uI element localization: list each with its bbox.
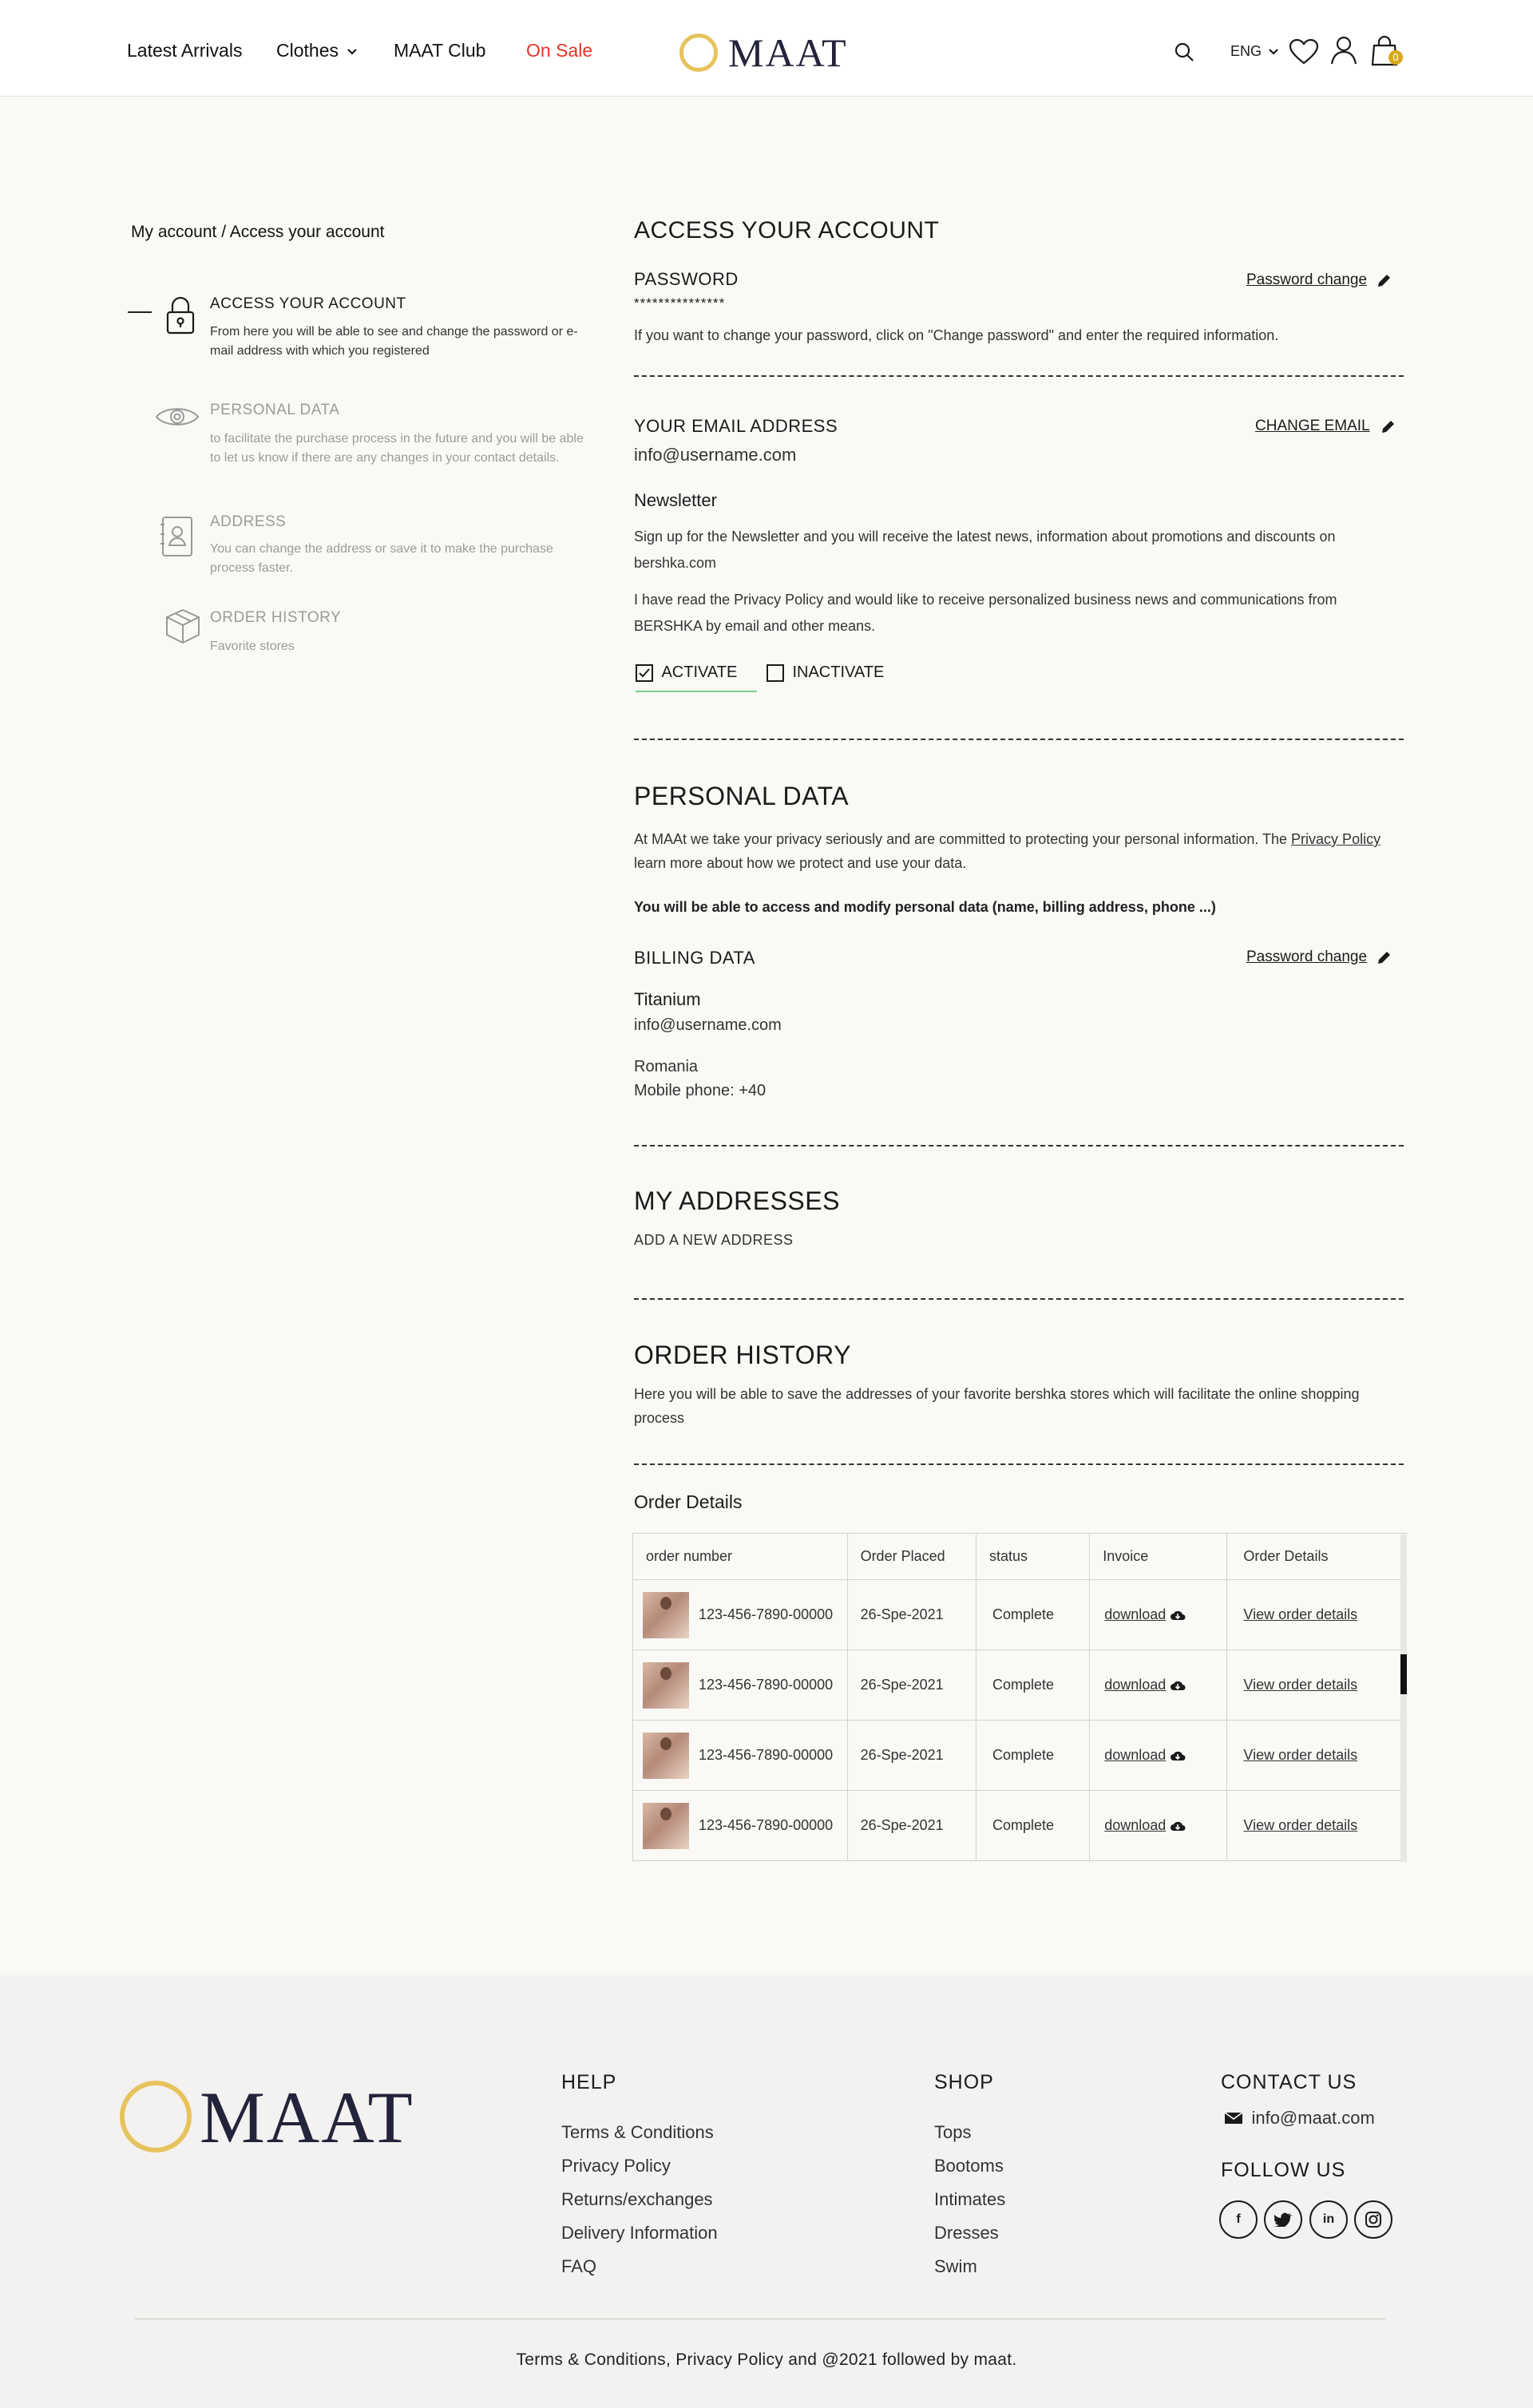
footer-logo-text: MAAT [200, 2077, 414, 2158]
billing-data-label: BILLING DATA [634, 948, 755, 968]
table-header-row [633, 1534, 1407, 1580]
order-date: 26-Spe-2021 [847, 1791, 976, 1861]
footer-link-tops[interactable]: Tops [934, 2122, 972, 2142]
divider [634, 375, 1404, 377]
envelope-icon [1224, 2111, 1243, 2125]
newsletter-consent-text: I have read the Privacy Policy and would like to receive personalized business news and communications from BERSHKA by email and other means. [634, 592, 1337, 634]
footer-link-swim[interactable]: Swim [934, 2256, 977, 2276]
activate-option[interactable] [636, 663, 737, 682]
billing-country: Romania [634, 1058, 699, 1075]
search-icon[interactable] [1174, 42, 1194, 62]
col-order-details: Order Details [1227, 1534, 1407, 1580]
order-status: Complete [976, 1721, 1090, 1791]
pencil-icon [1380, 419, 1396, 435]
newsletter-text: Sign up for the Newsletter and you will receive the latest news, information about promotions and discounts on bershka.com [634, 529, 1336, 571]
sidebar-item-title: ORDER HISTORY [210, 609, 342, 626]
view-details-label: View order details [1243, 1817, 1358, 1833]
col-invoice: Invoice [1090, 1534, 1227, 1580]
view-order-details-link[interactable] [1227, 1580, 1407, 1650]
lock-icon [164, 296, 196, 336]
sidebar-item-title: ADDRESS [210, 513, 287, 530]
billing-change-label: Password change [1246, 949, 1368, 965]
col-status: status [976, 1534, 1090, 1580]
download-label: download [1104, 1606, 1167, 1622]
order-status: Complete [976, 1791, 1090, 1861]
order-status: Complete [976, 1650, 1090, 1721]
cloud-download-icon [1170, 1609, 1186, 1622]
view-details-label: View order details [1243, 1606, 1358, 1622]
sidebar-item-desc: Favorite stores [210, 640, 295, 653]
view-details-label: View order details [1243, 1747, 1358, 1763]
email-label: YOUR EMAIL ADDRESS [634, 416, 838, 436]
page-title: ACCESS YOUR ACCOUNT [634, 217, 940, 244]
contact-card-icon [160, 515, 195, 558]
billing-change-link[interactable] [1246, 949, 1392, 966]
table-row [633, 1650, 1407, 1721]
footer-link-delivery[interactable]: Delivery Information [561, 2223, 718, 2243]
activate-label: ACTIVATE [661, 663, 738, 681]
order-date: 26-Spe-2021 [847, 1580, 976, 1650]
product-thumbnail [643, 1662, 689, 1709]
user-account-icon[interactable] [1330, 35, 1357, 65]
divider [634, 739, 1404, 740]
sidebar-item-desc: to facilitate the purchase process in the future and you will be able to let us know if there are any changes in your contact details. [210, 432, 584, 465]
sidebar-item-order-history[interactable] [152, 604, 591, 668]
sidebar-item-access-account[interactable] [152, 291, 591, 371]
nav-maat-club[interactable]: MAAT Club [394, 40, 486, 61]
billing-email: info@username.com [634, 1016, 782, 1034]
footer-link-privacy[interactable]: Privacy Policy [561, 2156, 671, 2176]
box-icon [164, 608, 201, 646]
my-addresses-title: MY ADDRESSES [634, 1186, 840, 1215]
invoice-download[interactable] [1090, 1580, 1227, 1650]
twitter-icon[interactable] [1264, 2200, 1302, 2239]
view-order-details-link[interactable] [1227, 1650, 1407, 1721]
order-number: 123-456-7890-00000 [699, 1816, 834, 1833]
password-hint: If you want to change your password, click on "Change password" and enter the required information. [634, 327, 1279, 343]
change-email-link[interactable] [1255, 418, 1396, 435]
footer-shop-title: SHOP [934, 2071, 994, 2093]
personal-text-after: learn more about how we protect and use your data. [634, 855, 967, 871]
checked-checkbox-icon [636, 664, 653, 682]
divider [634, 1463, 1404, 1465]
view-order-details-link[interactable] [1227, 1721, 1407, 1791]
order-number: 123-456-7890-00000 [699, 1746, 834, 1763]
personal-data-note: You will be able to access and modify personal data (name, billing address, phone ...) [634, 899, 1216, 915]
footer-follow-title: FOLLOW US [1221, 2159, 1346, 2181]
table-row [633, 1580, 1407, 1650]
logo-text: MAAT [728, 30, 848, 75]
active-underline [636, 691, 757, 692]
invoice-download[interactable] [1090, 1791, 1227, 1861]
cloud-download-icon [1170, 1749, 1186, 1762]
download-label: download [1104, 1677, 1167, 1693]
change-email-label: CHANGE EMAIL [1255, 418, 1370, 434]
product-thumbnail [643, 1733, 689, 1779]
contact-email-label: info@maat.com [1251, 2108, 1375, 2128]
product-thumbnail [643, 1592, 689, 1638]
password-label: PASSWORD [634, 269, 739, 289]
newsletter-title: Newsletter [634, 490, 717, 510]
nav-latest-arrivals[interactable]: Latest Arrivals [127, 40, 243, 61]
table-row [633, 1791, 1407, 1861]
footer-copyright: Terms & Conditions, Privacy Policy and @2021 followed by maat. [516, 2351, 1017, 2369]
order-number-cell [633, 1580, 848, 1650]
pencil-icon [1376, 950, 1392, 966]
order-history-text: Here you will be able to save the addresses of your favorite bershka stores which will facilitate the online shopping process [634, 1386, 1360, 1426]
invoice-download[interactable] [1090, 1650, 1227, 1721]
footer-help-title: HELP [561, 2071, 617, 2093]
sidebar-item-address[interactable] [152, 509, 591, 588]
personal-text-before: At MAAt we take your privacy seriously and are committed to protecting your personal information. The [634, 831, 1292, 847]
footer-link-intimates[interactable]: Intimates [934, 2189, 1006, 2209]
nav-clothes[interactable] [276, 40, 358, 61]
divider [634, 1145, 1404, 1147]
footer-contact-email[interactable] [1224, 2108, 1375, 2129]
site-header [0, 0, 1533, 97]
footer-contact-title: CONTACT US [1221, 2071, 1357, 2093]
invoice-download[interactable] [1090, 1721, 1227, 1791]
header-logo[interactable] [679, 32, 887, 73]
footer-link-terms[interactable]: Terms & Conditions [561, 2122, 714, 2142]
footer-link-faq[interactable]: FAQ [561, 2256, 597, 2276]
logo-ring-icon [120, 2081, 192, 2153]
nav-clothes-label: Clothes [276, 40, 339, 61]
sidebar-item-personal-data[interactable] [152, 397, 591, 493]
personal-data-title: PERSONAL DATA [634, 782, 850, 810]
pencil-icon [1376, 273, 1392, 289]
active-indicator [128, 311, 152, 313]
order-number: 123-456-7890-00000 [699, 1606, 834, 1622]
add-address-link[interactable]: ADD A NEW ADDRESS [634, 1232, 794, 1248]
view-details-label: View order details [1243, 1677, 1358, 1693]
table-scrollbar-thumb[interactable] [1400, 1654, 1407, 1694]
table-row [633, 1721, 1407, 1791]
col-order-number: order number [633, 1534, 848, 1580]
footer-link-bottoms[interactable]: Bootoms [934, 2156, 1004, 2176]
personal-data-text [634, 827, 1400, 875]
order-date: 26-Spe-2021 [847, 1721, 976, 1791]
billing-name: Titanium [634, 989, 701, 1009]
footer-link-dresses[interactable]: Dresses [934, 2223, 999, 2243]
language-selector[interactable] [1230, 43, 1278, 60]
chevron-down-icon [1269, 49, 1278, 55]
sidebar-item-desc: You can change the address or save it to make the purchase process faster. [210, 542, 553, 575]
site-footer [0, 1975, 1533, 2408]
order-number-cell [633, 1650, 848, 1721]
order-date: 26-Spe-2021 [847, 1650, 976, 1721]
password-change-label: Password change [1246, 271, 1368, 288]
order-details-title: Order Details [634, 1491, 743, 1512]
footer-link-returns[interactable]: Returns/exchanges [561, 2189, 713, 2209]
inactivate-label: INACTIVATE [792, 663, 885, 681]
order-number-cell [633, 1721, 848, 1791]
billing-phone: Mobile phone: +40 [634, 1082, 766, 1099]
product-thumbnail [643, 1803, 689, 1849]
chevron-down-icon [347, 48, 358, 56]
linkedin-icon[interactable]: in [1309, 2200, 1348, 2239]
footer-logo[interactable] [120, 2079, 423, 2159]
cloud-download-icon [1170, 1679, 1186, 1692]
facebook-icon[interactable]: f [1219, 2200, 1258, 2239]
download-label: download [1104, 1817, 1167, 1833]
inactivate-option[interactable] [766, 663, 884, 682]
order-status: Complete [976, 1580, 1090, 1650]
download-label: download [1104, 1747, 1167, 1763]
email-value: info@username.com [634, 445, 797, 465]
breadcrumb: My account / Access your account [131, 223, 385, 241]
logo-ring-icon [679, 34, 718, 72]
language-label: ENG [1230, 43, 1262, 59]
orders-table [632, 1533, 1407, 1861]
privacy-policy-link[interactable]: Privacy Policy [1291, 831, 1381, 847]
order-number: 123-456-7890-00000 [699, 1676, 834, 1693]
view-order-details-link[interactable] [1227, 1791, 1407, 1861]
col-order-placed: Order Placed [847, 1534, 976, 1580]
eye-icon [155, 403, 200, 430]
cart-count-badge: 0 [1392, 51, 1399, 63]
nav-on-sale[interactable]: On Sale [526, 40, 593, 61]
divider [634, 1298, 1404, 1300]
wishlist-heart-icon[interactable] [1289, 38, 1319, 65]
cloud-download-icon [1170, 1820, 1186, 1832]
order-history-title: ORDER HISTORY [634, 1341, 852, 1369]
order-number-cell [633, 1791, 848, 1861]
sidebar-item-title: PERSONAL DATA [210, 402, 340, 418]
password-value: *************** [634, 295, 726, 311]
table-scrollbar-track[interactable] [1400, 1535, 1407, 1862]
sidebar-item-title: ACCESS YOUR ACCOUNT [210, 295, 406, 312]
sidebar-item-desc: From here you will be able to see and change the password or e-mail address with which you registered [210, 325, 578, 358]
instagram-icon[interactable] [1354, 2200, 1392, 2239]
checkbox-icon [766, 664, 784, 682]
password-change-link[interactable] [1246, 271, 1392, 289]
